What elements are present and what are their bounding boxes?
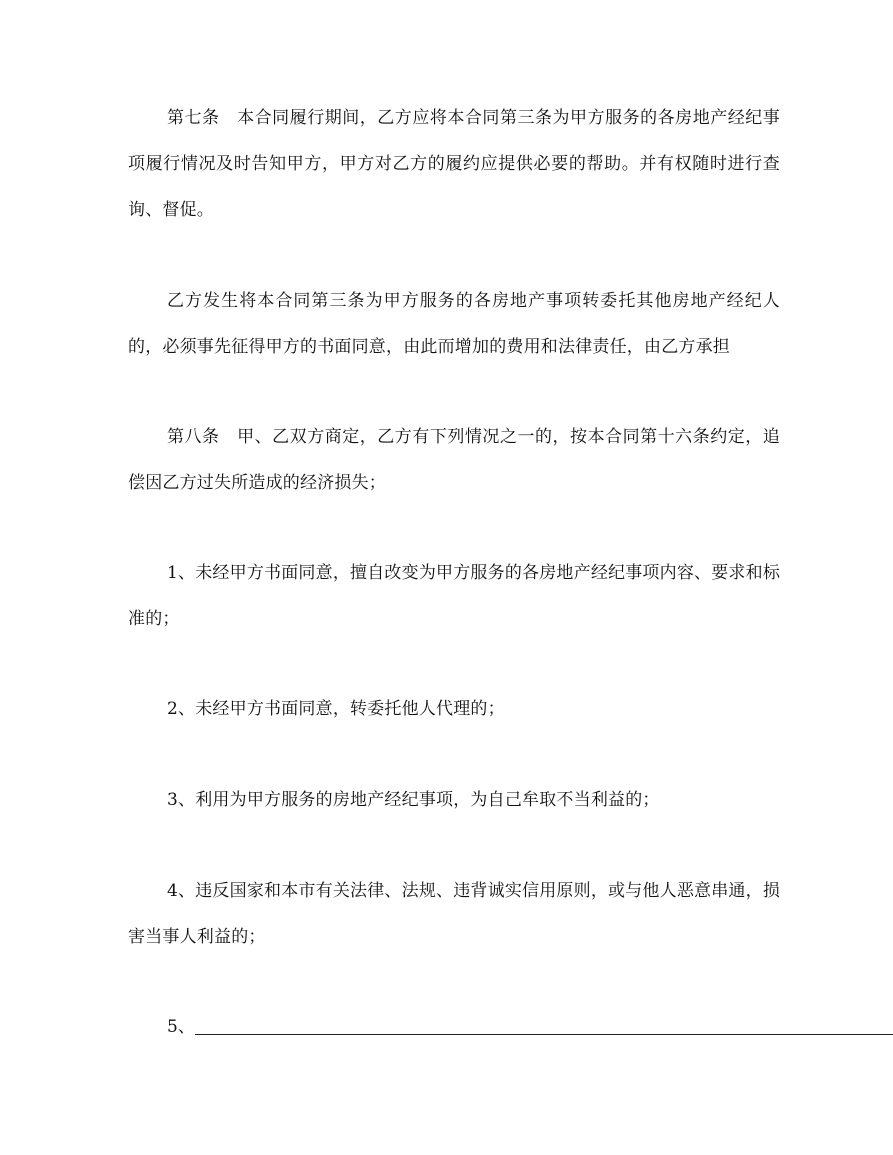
list-item-5-blank xyxy=(167,1004,893,1050)
fill-in-blank-line xyxy=(195,1034,893,1035)
article-7-paragraph: 第七条 本合同履行期间，乙方应将本合同第三条为甲方服务的各房地产经纪事项履行情况及时告知甲方，甲方对乙方的履约应提供必要的帮助。并有权随时进行查询、督促。 xyxy=(128,108,780,220)
list-item-4: 4、违反国家和本市有关法律、法规、违背诚实信用原则，或与他人恶意串通，损害当事人利益的； xyxy=(128,881,781,947)
subcontract-paragraph: 乙方发生将本合同第三条为甲方服务的各房地产事项转委托其他房地产经纪人的，必须事先征得甲方的书面同意，由此而增加的费用和法律责任，由乙方承担 xyxy=(128,291,780,357)
list-item-1: 1、未经甲方书面同意，擅自改变为甲方服务的各房地产经纪事项内容、要求和标准的； xyxy=(128,563,781,629)
list-item-3: 3、利用为甲方服务的房地产经纪事项，为自己牟取不当利益的； xyxy=(167,790,660,810)
list-item-2: 2、未经甲方书面同意，转委托他人代理的； xyxy=(167,699,505,719)
article-8-paragraph: 第八条 甲、乙双方商定，乙方有下列情况之一的，按本合同第十六条约定，追偿因乙方过失所造成的经济损失； xyxy=(128,427,780,493)
list-item-5-number: 5、 xyxy=(167,1017,195,1037)
